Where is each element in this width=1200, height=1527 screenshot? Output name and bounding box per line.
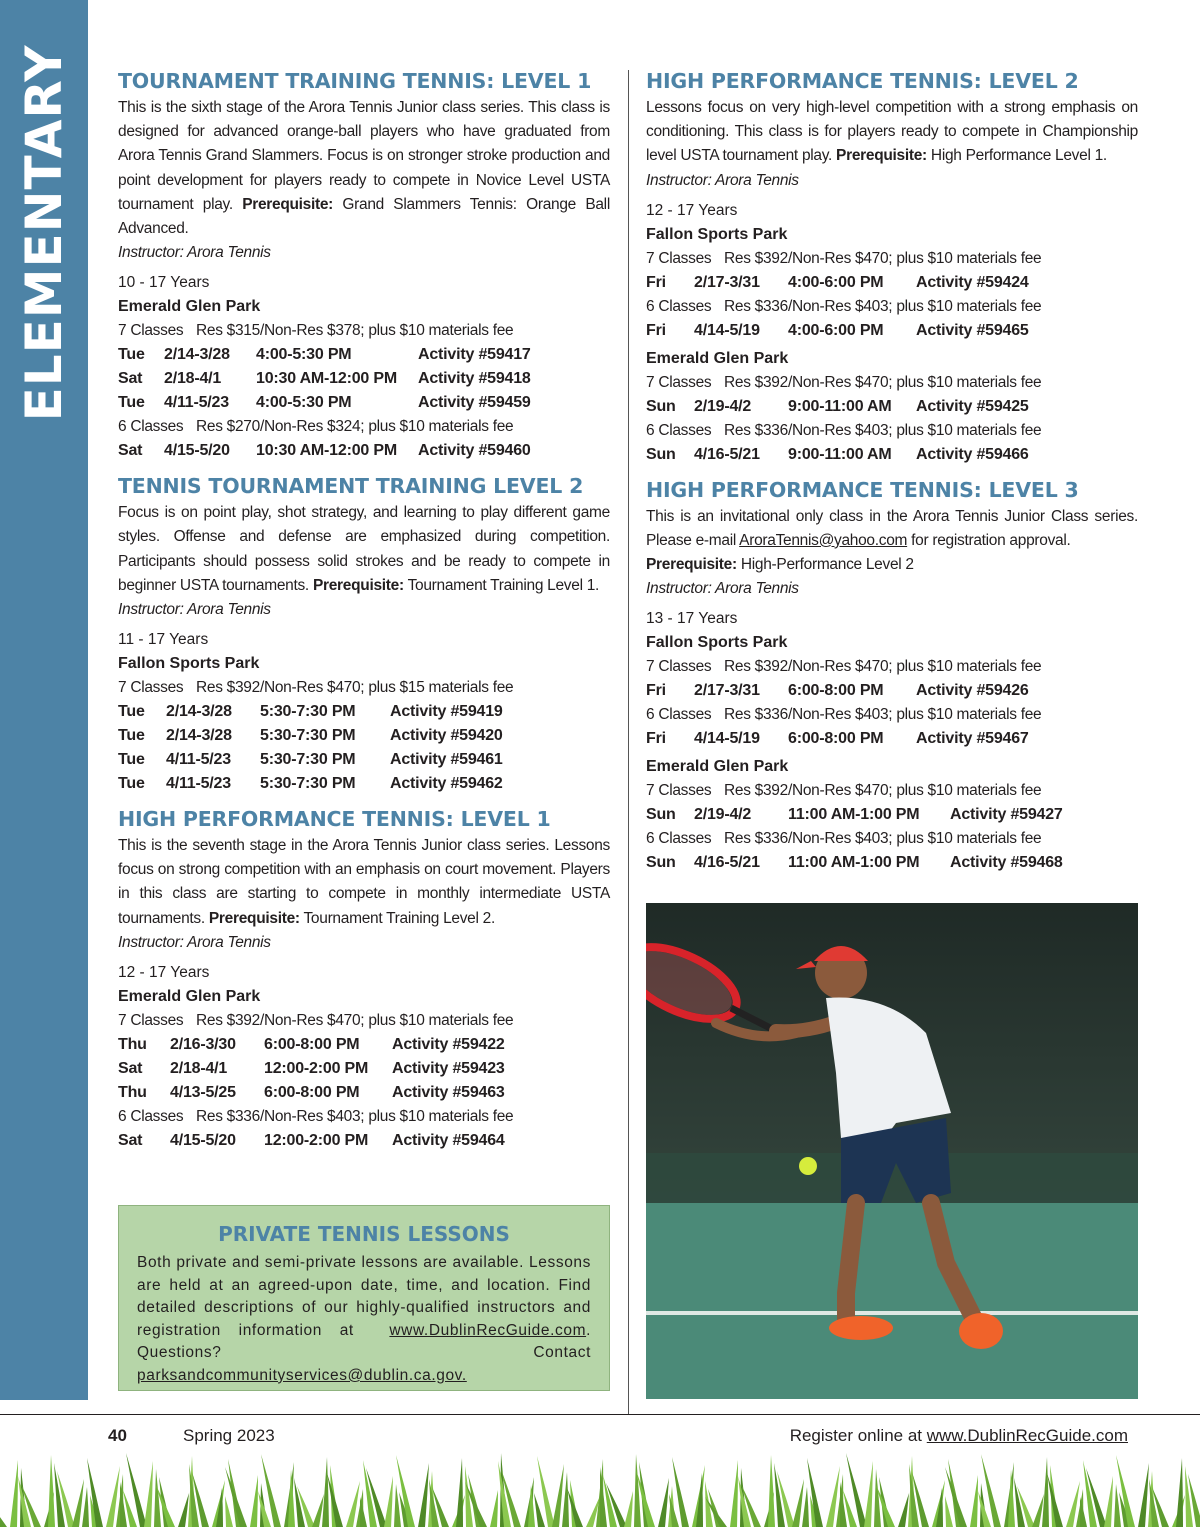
activity-number: Activity #59426 [916, 682, 1029, 700]
grass-blade [490, 1490, 498, 1527]
class-count: 7 Classes [118, 1011, 184, 1029]
schedule-row [646, 851, 1138, 875]
prerequisite-value: High-Performance Level 2 [740, 556, 914, 574]
price-text: Res $336/Non-Res $403; plus $10 materials fee [724, 297, 1042, 315]
grass-blade [768, 1455, 775, 1527]
grass-blade [216, 1488, 223, 1527]
instructor-label: Instructor: Arora Tennis [118, 933, 271, 951]
price-text: Res $392/Non-Res $470; plus $10 materials fee [724, 373, 1042, 391]
grass-blade [624, 1491, 633, 1527]
price-text: Res $392/Non-Res $470; plus $15 materials fee [196, 679, 514, 697]
grass-blade [456, 1458, 463, 1527]
prerequisite-value: Tournament Training Level 1. [407, 576, 600, 594]
section-description [118, 834, 610, 931]
grass-blade [864, 1461, 873, 1527]
class-pricing [646, 247, 1138, 271]
class-count: 7 Classes [646, 782, 712, 800]
activity-number: Activity #59420 [390, 727, 503, 745]
instructor-label: Instructor: Arora Tennis [646, 580, 799, 598]
activity-number: Activity #59417 [418, 346, 531, 364]
grass-blade [1080, 1497, 1087, 1527]
section-description [646, 96, 1138, 169]
price-text: Res $315/Non-Res $378; plus $10 materials fee [196, 322, 514, 340]
class-count: 6 Classes [646, 706, 712, 724]
age-range: 10 - 17 Years [118, 274, 210, 292]
location-name: Emerald Glen Park [118, 298, 261, 316]
grass-blade [1032, 1494, 1044, 1527]
schedule-day: Tue [118, 727, 145, 745]
schedule-dates: 2/14-3/28 [164, 346, 230, 364]
activity-number: Activity #59463 [392, 1083, 505, 1101]
schedule-row [118, 1129, 610, 1153]
schedule-time: 10:30 AM-12:00 PM [256, 442, 397, 460]
schedule-row [646, 803, 1138, 827]
activity-number: Activity #59419 [390, 703, 503, 721]
price-text: Res $336/Non-Res $403; plus $10 materials fee [724, 421, 1042, 439]
grass-blade [945, 1496, 953, 1527]
schedule-row [646, 443, 1138, 467]
grass-blade [250, 1475, 258, 1527]
schedule-row [118, 772, 610, 796]
schedule-row [118, 748, 610, 772]
grass-blade [360, 1497, 367, 1527]
section-spacer [646, 467, 1138, 475]
grass-blade [567, 1488, 583, 1527]
schedule-day: Thu [118, 1035, 147, 1053]
location-name: Fallon Sports Park [646, 225, 788, 243]
schedule-time: 6:00-8:00 PM [264, 1083, 360, 1101]
grass-border-decoration [0, 1448, 1200, 1527]
schedule-day: Thu [118, 1083, 147, 1101]
schedule-day: Tue [118, 394, 145, 412]
schedule-dates: 4/13-5/25 [170, 1083, 236, 1101]
schedule-day: Fri [646, 730, 666, 748]
grass-blade [82, 1487, 89, 1527]
grass-blade [600, 1467, 607, 1527]
description-text: This is the seventh stage in the Arora Tennis Junior class series. Lessons focus on strong competition with an emphasis on court movement. Players in this class are starting to compete in monthly intermediate USTA tournaments. [118, 837, 610, 927]
side-tab [0, 0, 88, 1400]
prerequisite-value: Tournament Training Level 2. [303, 909, 495, 927]
prerequisite-label: Prerequisite: [646, 556, 737, 574]
grass-blade [1138, 1463, 1149, 1527]
class-count: 7 Classes [118, 679, 184, 697]
schedule-time: 4:00-5:30 PM [256, 346, 352, 364]
schedule-dates: 4/11-5/23 [166, 775, 231, 793]
schedule-row [118, 367, 610, 391]
schedule-day: Tue [118, 751, 145, 769]
grass-blade [322, 1457, 329, 1527]
activity-number: Activity #59468 [950, 854, 1063, 872]
schedule-day: Tue [118, 346, 145, 364]
class-count: 7 Classes [118, 322, 184, 340]
grass-blade [178, 1493, 189, 1527]
location-name: Emerald Glen Park [118, 987, 261, 1005]
prerequisite-label: Prerequisite: [836, 147, 927, 165]
grass-blade [384, 1476, 393, 1527]
schedule-day: Sat [118, 370, 143, 388]
schedule-dates: 4/16-5/21 [694, 854, 760, 872]
schedule-time: 11:00 AM-1:00 PM [788, 806, 920, 824]
schedule-day: Tue [118, 703, 145, 721]
description-text: for registration approval. [911, 531, 1071, 549]
parks-email-link[interactable]: parksandcommunityservices@dublin.ca.gov. [137, 1366, 467, 1384]
private-lessons-text [137, 1252, 591, 1388]
prerequisite-value: Grand Slammers Tennis: Orange Ball Advanced. [118, 195, 610, 238]
class-pricing [646, 703, 1138, 727]
schedule-day: Tue [118, 775, 145, 793]
register-text: Register online at [789, 1426, 923, 1445]
class-pricing [118, 319, 610, 343]
schedule-time: 4:00-6:00 PM [788, 321, 884, 339]
grass-blade [87, 1458, 103, 1527]
prerequisite-value: High Performance Level 1. [930, 147, 1107, 165]
price-text: Res $392/Non-Res $470; plus $10 materials fee [724, 249, 1042, 267]
class-count: 7 Classes [646, 249, 712, 267]
grass-blade [898, 1493, 909, 1527]
prerequisite-label: Prerequisite: [242, 195, 334, 213]
schedule-time: 5:30-7:30 PM [260, 751, 356, 769]
grass-blade [1042, 1457, 1049, 1527]
grass-blade [10, 1460, 18, 1527]
section-description [118, 96, 610, 241]
activity-number: Activity #59418 [418, 370, 531, 388]
price-text: Res $392/Non-Res $470; plus $10 materials fee [724, 658, 1042, 676]
schedule-row [118, 1081, 610, 1105]
schedule-dates: 2/18-4/1 [164, 370, 222, 388]
prerequisite-label: Prerequisite: [312, 576, 404, 594]
instructor-label: Instructor: Arora Tennis [118, 601, 271, 619]
schedule-day: Sat [118, 442, 143, 460]
private-lessons-title: PRIVATE TENNIS LESSONS [218, 1222, 510, 1246]
section-description [646, 505, 1138, 578]
location-name: Emerald Glen Park [646, 758, 789, 776]
activity-number: Activity #59467 [916, 730, 1029, 748]
side-tab-label: ELEMENTARY [15, 44, 73, 422]
grass-blade [418, 1463, 429, 1527]
grass-blade [730, 1460, 738, 1527]
schedule-time: 12:00-2:00 PM [264, 1059, 369, 1077]
schedule-time: 5:30-7:30 PM [260, 727, 356, 745]
register-link[interactable]: www.DublinRecGuide.com [926, 1426, 1128, 1445]
schedule-dates: 4/15-5/20 [164, 442, 230, 460]
activity-number: Activity #59423 [392, 1059, 505, 1077]
description-text: Focus is on point play, shot strategy, and learning to play different game styles. Offense and defense are emphasized during competition. Participants should possess solid strokes and be ready to compete in beginner USTA tournaments. [118, 504, 610, 594]
activity-number: Activity #59425 [916, 397, 1029, 415]
grass-blade [792, 1479, 804, 1527]
schedule-row [646, 271, 1138, 295]
schedule-time: 11:00 AM-1:00 PM [788, 854, 920, 872]
schedule-row [118, 391, 610, 415]
tennis-player-illustration [646, 903, 1138, 1399]
schedule-day: Sun [646, 854, 676, 872]
section-title: HIGH PERFORMANCE TENNIS: LEVEL 3 [646, 477, 1079, 502]
schedule-time: 12:00-2:00 PM [264, 1131, 369, 1149]
grass-blade [970, 1475, 978, 1527]
instructor-label: Instructor: Arora Tennis [646, 171, 799, 189]
schedule-time: 9:00-11:00 AM [788, 445, 892, 463]
column-divider [628, 70, 629, 1415]
schedule-dates: 4/11-5/23 [166, 751, 231, 769]
price-text: Res $392/Non-Res $470; plus $10 materials fee [724, 782, 1042, 800]
activity-number: Activity #59427 [950, 806, 1063, 824]
activity-number: Activity #59462 [390, 775, 503, 793]
class-pricing [118, 415, 610, 439]
schedule-row [646, 679, 1138, 703]
section-description [118, 501, 610, 598]
description-text: This is the sixth stage of the Arora Tennis Junior class series. This class is designed for advanced orange-ball players who have graduated from Arora Tennis Grand Slammers. Focus is on stronger stroke production and point development for players ready to compete in Novice Level USTA tournament play. [118, 99, 610, 213]
schedule-row [646, 395, 1138, 419]
grass-blade [327, 1473, 343, 1527]
schedule-row [118, 1057, 610, 1081]
schedule-dates: 2/17-3/31 [694, 682, 760, 700]
schedule-time: 10:30 AM-12:00 PM [256, 370, 397, 388]
schedule-dates: 2/18-4/1 [170, 1059, 228, 1077]
price-text: Res $336/Non-Res $403; plus $10 materials fee [196, 1107, 514, 1125]
schedule-row [118, 343, 610, 367]
schedule-dates: 2/17-3/31 [694, 273, 760, 291]
grass-blade [562, 1472, 569, 1527]
schedule-dates: 2/19-4/2 [694, 397, 752, 415]
description-text: Lessons focus on very high-level competition with a strong emphasis on conditioning. This class is for players ready to compete in Championship level USTA tournament play. [646, 99, 1138, 165]
schedule-row [118, 1033, 610, 1057]
class-pricing [646, 371, 1138, 395]
grass-blade [144, 1461, 153, 1527]
price-text: Res $336/Non-Res $403; plus $10 materials fee [724, 830, 1042, 848]
location-name: Emerald Glen Park [646, 349, 789, 367]
grass-blade [936, 1488, 943, 1527]
class-pricing [646, 419, 1138, 443]
schedule-dates: 4/11-5/23 [164, 394, 229, 412]
schedule-day: Fri [646, 321, 666, 339]
prerequisite-label: Prerequisite: [208, 909, 300, 927]
class-count: 6 Classes [118, 1107, 184, 1125]
schedule-day: Sun [646, 806, 676, 824]
schedule-dates: 4/14-5/19 [694, 730, 760, 748]
activity-number: Activity #59459 [418, 394, 531, 412]
section-spacer [118, 796, 610, 804]
activity-number: Activity #59464 [392, 1131, 505, 1149]
grass-blade [48, 1455, 55, 1527]
schedule-day: Sat [118, 1059, 143, 1077]
grass-blade [634, 1454, 641, 1527]
schedule-time: 5:30-7:30 PM [260, 703, 356, 721]
section-title: HIGH PERFORMANCE TENNIS: LEVEL 1 [118, 807, 551, 832]
activity-number: Activity #59422 [392, 1035, 505, 1053]
schedule-row [646, 319, 1138, 343]
private-text-pre: Both private and semi-private lessons are available. Lessons are held at an agreed-upon date, time, and location. Find detailed descriptions of our highly-qualified instructors and registration information at [137, 1254, 591, 1339]
schedule-row [118, 439, 610, 463]
grass-blade [1114, 1484, 1121, 1527]
footer-rule [0, 1414, 1200, 1415]
price-text: Res $392/Non-Res $470; plus $10 materials fee [196, 1011, 514, 1029]
age-range: 12 - 17 Years [646, 201, 738, 219]
schedule-time: 4:00-5:30 PM [256, 394, 352, 412]
location-name: Fallon Sports Park [118, 655, 260, 673]
dublin-rec-guide-link[interactable]: www.DublinRecGuide.com [389, 1321, 587, 1339]
class-count: 7 Classes [646, 658, 712, 676]
schedule-time: 9:00-11:00 AM [788, 397, 892, 415]
description-text: This is an invitational only class in the Arora Tennis Junior Class series. Please e-mail [646, 507, 1138, 549]
grass-blade [1176, 1458, 1183, 1527]
schedule-day: Sun [646, 397, 676, 415]
class-count: 6 Classes [646, 830, 712, 848]
class-count: 7 Classes [646, 373, 712, 391]
schedule-time: 6:00-8:00 PM [788, 730, 884, 748]
page-number: 40 [108, 1426, 127, 1445]
grass-blade [0, 1497, 7, 1527]
grass-blade [807, 1458, 823, 1527]
schedule-time: 5:30-7:30 PM [260, 775, 356, 793]
activity-number: Activity #59460 [418, 442, 531, 460]
schedule-time: 4:00-6:00 PM [788, 273, 884, 291]
price-text: Res $336/Non-Res $403; plus $10 materials fee [724, 706, 1042, 724]
private-lessons-box [118, 1205, 610, 1391]
schedule-dates: 4/15-5/20 [170, 1131, 236, 1149]
class-pricing [118, 1009, 610, 1033]
grass-blade [1104, 1476, 1113, 1527]
schedule-day: Sat [118, 1131, 143, 1149]
class-count: 6 Classes [646, 297, 712, 315]
right-column [646, 66, 1138, 875]
register-online [790, 1426, 1128, 1446]
age-range: 13 - 17 Years [646, 610, 738, 628]
season-label: Spring 2023 [183, 1426, 275, 1445]
schedule-day: Sun [646, 445, 676, 463]
grass-blade [534, 1493, 545, 1527]
schedule-row [646, 727, 1138, 751]
location-name: Fallon Sports Park [646, 634, 788, 652]
class-pricing [646, 779, 1138, 803]
age-range: 11 - 17 Years [118, 631, 209, 649]
class-pricing [646, 827, 1138, 851]
class-count: 6 Classes [646, 421, 712, 439]
section-title: HIGH PERFORMANCE TENNIS: LEVEL 2 [646, 69, 1079, 93]
instructor-label: Instructor: Arora Tennis [118, 244, 271, 262]
grass-blade [802, 1487, 809, 1527]
schedule-dates: 2/14-3/28 [166, 727, 232, 745]
grass-blade [72, 1479, 84, 1527]
price-text: Res $270/Non-Res $324; plus $10 materials fee [196, 418, 514, 436]
schedule-time: 6:00-8:00 PM [264, 1035, 360, 1053]
class-count: 6 Classes [118, 418, 184, 436]
email-link[interactable]: AroraTennis@yahoo.com [739, 531, 908, 549]
grass-blade [658, 1478, 669, 1527]
schedule-day: Fri [646, 273, 666, 291]
section-title: TENNIS TOURNAMENT TRAINING LEVEL 2 [118, 474, 584, 499]
class-pricing [118, 1105, 610, 1129]
activity-number: Activity #59424 [916, 273, 1029, 291]
activity-number: Activity #59466 [916, 445, 1029, 463]
schedule-row [118, 700, 610, 724]
schedule-dates: 2/16-3/30 [170, 1035, 236, 1053]
age-range: 12 - 17 Years [118, 963, 210, 981]
section-title: TOURNAMENT TRAINING TENNIS: LEVEL 1 [118, 69, 592, 93]
schedule-dates: 4/14-5/19 [694, 321, 760, 339]
tennis-player-photo [646, 903, 1138, 1399]
class-pricing [646, 655, 1138, 679]
schedule-row [118, 724, 610, 748]
grass-blade [1047, 1473, 1063, 1527]
schedule-dates: 2/19-4/2 [694, 806, 752, 824]
left-column [118, 66, 610, 1153]
grass-blade [696, 1473, 703, 1527]
schedule-dates: 4/16-5/21 [694, 445, 760, 463]
schedule-dates: 2/14-3/28 [166, 703, 232, 721]
class-pricing [646, 295, 1138, 319]
activity-number: Activity #59465 [916, 321, 1029, 339]
schedule-time: 6:00-8:00 PM [788, 682, 884, 700]
grass-blade [552, 1464, 564, 1527]
grass-blade [225, 1496, 233, 1527]
grass-blade [394, 1484, 401, 1527]
section-spacer [118, 463, 610, 471]
schedule-day: Fri [646, 682, 666, 700]
private-text-mid: . Questions? Contact [137, 1321, 591, 1362]
activity-number: Activity #59461 [390, 751, 503, 769]
grass-blade [312, 1494, 324, 1527]
class-pricing [118, 676, 610, 700]
